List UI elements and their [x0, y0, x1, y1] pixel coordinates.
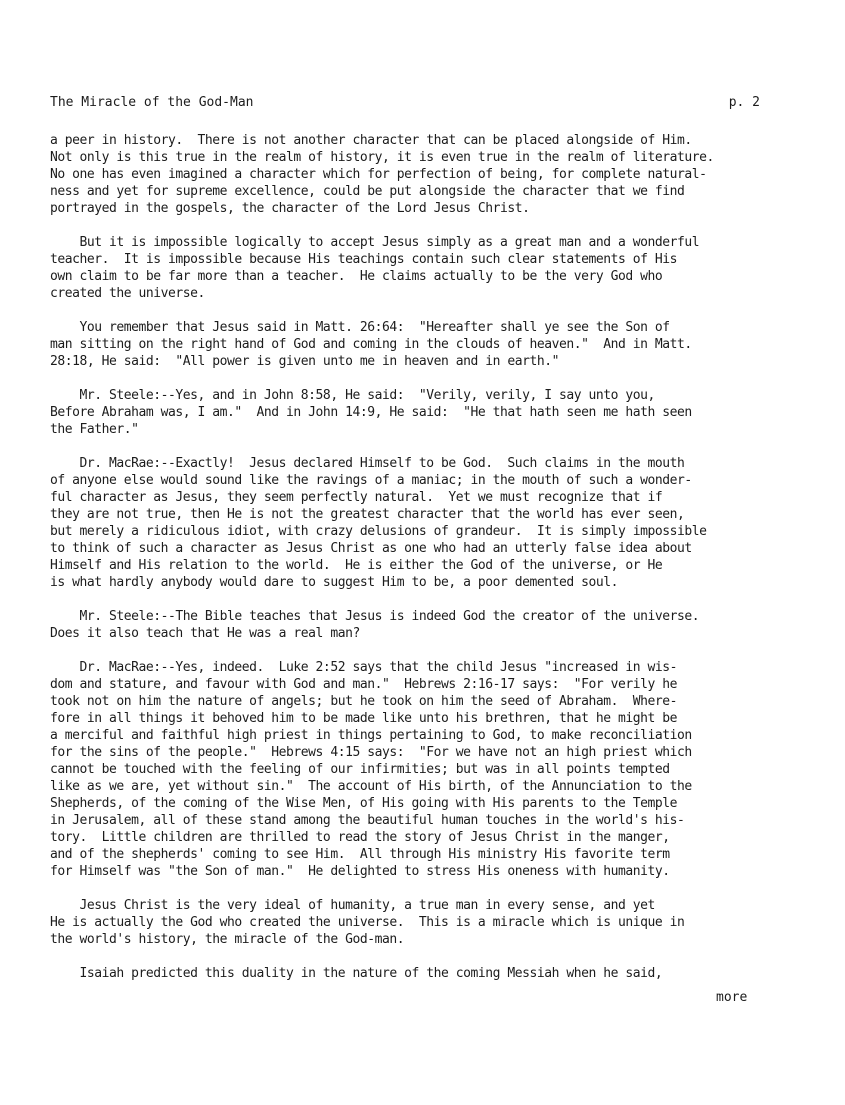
text-line: But it is impossible logically to accept Jesus simply as a great man and a wonderful	[50, 235, 700, 250]
text-line: for the sins of the people." Hebrews 4:15 says: "For we have not an high priest which	[50, 745, 692, 760]
text-line: created the universe.	[50, 286, 205, 301]
text-line: but merely a ridiculous idiot, with crazy delusions of grandeur. It is simply impossible	[50, 524, 707, 539]
text-line: You remember that Jesus said in Matt. 26:64: "Hereafter shall ye see the Son of	[50, 320, 670, 335]
text-line: Isaiah predicted this duality in the nature of the coming Messiah when he said,	[50, 966, 663, 981]
text-line: teacher. It is impossible because His teachings contain such clear statements of His	[50, 252, 678, 267]
document-title: The Miracle of the God-Man	[50, 95, 254, 110]
paragraph	[50, 319, 790, 370]
text-line: for Himself was "the Son of man." He delighted to stress His oneness with humanity.	[50, 864, 670, 879]
paragraph	[50, 234, 790, 302]
text-line: tory. Little children are thrilled to read the story of Jesus Christ in the manger,	[50, 830, 670, 845]
text-line: like as we are, yet without sin." The account of His birth, of the Annunciation to the	[50, 779, 692, 794]
text-line: in Jerusalem, all of these stand among the beautiful human touches in the world's his-	[50, 813, 685, 828]
text-line: ful character as Jesus, they seem perfectly natural. Yet we must recognize that if	[50, 490, 663, 505]
text-line: of anyone else would sound like the ravings of a maniac; in the mouth of such a wonder-	[50, 473, 692, 488]
text-line: Mr. Steele:--Yes, and in John 8:58, He said: "Verily, verily, I say unto you,	[50, 388, 655, 403]
text-line: took not on him the nature of angels; but he took on him the seed of Abraham. Where-	[50, 694, 678, 709]
text-line: man sitting on the right hand of God and coming in the clouds of heaven." And in Matt.	[50, 337, 692, 352]
text-line: a merciful and faithful high priest in things pertaining to God, to make reconciliation	[50, 728, 692, 743]
text-line: to think of such a character as Jesus Christ as one who had an utterly false idea about	[50, 541, 692, 556]
text-line: they are not true, then He is not the greatest character that the world has ever seen,	[50, 507, 685, 522]
text-line: a peer in history. There is not another character that can be placed alongside of Him.	[50, 133, 692, 148]
text-line: Before Abraham was, I am." And in John 14:9, He said: "He that hath seen me hath seen	[50, 405, 692, 420]
text-line: Does it also teach that He was a real man?	[50, 626, 360, 641]
text-line: and of the shepherds' coming to see Him. All through His ministry His favorite term	[50, 847, 670, 862]
text-line: own claim to be far more than a teacher. He claims actually to be the very God who	[50, 269, 663, 284]
paragraph	[50, 387, 790, 438]
page-number: p. 2	[728, 95, 760, 110]
text-line: ness and yet for supreme excellence, could be put alongside the character that we find	[50, 184, 685, 199]
text-line: is what hardly anybody would dare to suggest Him to be, a poor demented soul.	[50, 575, 619, 590]
text-line: the Father."	[50, 422, 139, 437]
text-line: No one has even imagined a character which for perfection of being, for complete natural-	[50, 167, 707, 182]
text-line: 28:18, He said: "All power is given unto me in heaven and in earth."	[50, 354, 559, 369]
text-line: Dr. MacRae:--Yes, indeed. Luke 2:52 says that the child Jesus "increased in wis-	[50, 660, 678, 675]
paragraph	[50, 608, 790, 642]
paragraph	[50, 965, 790, 982]
text-line: portrayed in the gospels, the character of the Lord Jesus Christ.	[50, 201, 530, 216]
text-line: Shepherds, of the coming of the Wise Men, of His going with His parents to the Temple	[50, 796, 678, 811]
text-line: He is actually the God who created the universe. This is a miracle which is unique in	[50, 915, 685, 930]
text-line: Dr. MacRae:--Exactly! Jesus declared Himself to be God. Such claims in the mouth	[50, 456, 685, 471]
document-body	[50, 132, 790, 999]
text-line: Not only is this true in the realm of history, it is even true in the realm of literature.	[50, 150, 714, 165]
text-line: the world's history, the miracle of the God-man.	[50, 932, 405, 947]
paragraph	[50, 132, 790, 217]
text-line: cannot be touched with the feeling of our infirmities; but was in all points tempted	[50, 762, 670, 777]
text-line: Himself and His relation to the world. He is either the God of the universe, or He	[50, 558, 663, 573]
text-line: dom and stature, and favour with God and man." Hebrews 2:16-17 says: "For verily he	[50, 677, 678, 692]
text-line: Mr. Steele:--The Bible teaches that Jesus is indeed God the creator of the universe.	[50, 609, 700, 624]
text-line: Jesus Christ is the very ideal of humanity, a true man in every sense, and yet	[50, 898, 655, 913]
text-line: fore in all things it behoved him to be made like unto his brethren, that he might be	[50, 711, 678, 726]
continuation-marker: more	[716, 990, 748, 1005]
paragraph	[50, 659, 790, 880]
page-header	[50, 94, 760, 112]
paragraph	[50, 455, 790, 591]
paragraph	[50, 897, 790, 948]
